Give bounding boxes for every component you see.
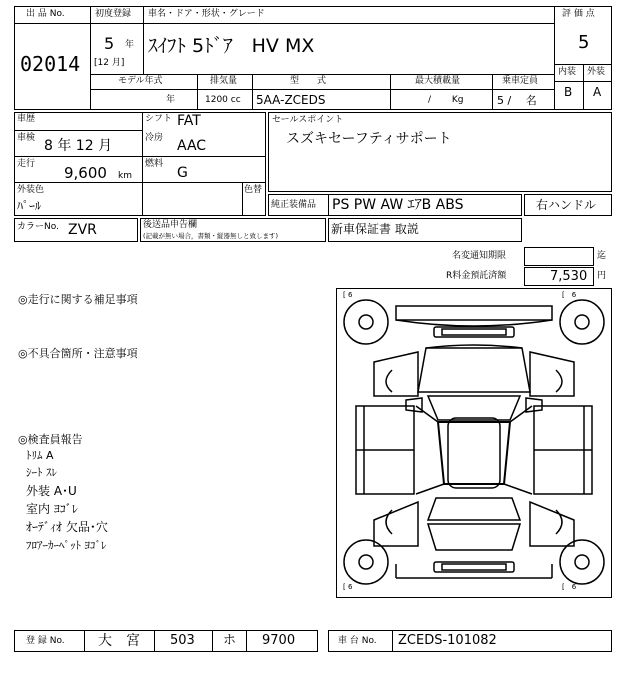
mileage-unit: km [118, 171, 132, 181]
color-no-value: ZVR [68, 222, 97, 238]
registration-number: 9700 [262, 633, 296, 648]
inspector-note: 室内 ﾖｺﾞﾚ [26, 502, 78, 516]
capacity-value: 5 / 名 [497, 94, 537, 107]
tire-front-right: [ 6 [562, 291, 577, 299]
color-no-label: カラーNo. [17, 222, 59, 232]
interior-grade: B [564, 85, 573, 99]
model-year-unit: 年 [166, 95, 176, 105]
score-label: 評 価 点 [562, 9, 595, 19]
interior-label: 内装 [558, 67, 577, 77]
exterior-grade: A [593, 85, 602, 99]
type-value: 5AA-ZCEDS [256, 93, 326, 107]
warranty-value: 新車保証書 取説 [331, 222, 419, 236]
details-left [14, 112, 266, 216]
lot-label: 出 品 No. [26, 9, 65, 19]
chassis-label: 車 台 No. [338, 636, 377, 646]
first-registration-month: [12 月] [94, 58, 125, 68]
exterior-color-value: ﾊﾟｰﾙ [17, 199, 42, 213]
tire-front-left: [ 6 [343, 291, 353, 299]
fuel-label: 燃料 [145, 159, 164, 169]
inspection-label: 車検 [17, 133, 36, 143]
first-registration-year: 5 [104, 34, 115, 53]
name-change-unit: 迄 [597, 251, 607, 261]
inspector-note: ｼｰﾄ ｽﾚ [26, 466, 57, 479]
car-name-label: 車名・ドア・形状・グレード [148, 9, 265, 19]
history-label: 車歴 [17, 114, 36, 124]
displacement-label: 排気量 [210, 76, 238, 86]
color-change-label: 色替 [244, 185, 263, 195]
fuel-value: G [177, 165, 188, 181]
steering-value: 右ハンドル [536, 198, 597, 212]
mileage-label: 走行 [17, 159, 36, 169]
driving-notes-heading: ◎走行に関する補足事項 [18, 293, 138, 306]
recycle-amount: 7,530 [550, 269, 588, 284]
type-label: 型 式 [290, 76, 327, 86]
inspection-value: 8 年 12 月 [44, 138, 113, 154]
exterior-label: 外装 [587, 67, 606, 77]
tire-rear-right: [ 6 [562, 583, 577, 591]
inspector-report-heading: ◎検査員報告 [18, 433, 83, 446]
max-load-label: 最大積載量 [415, 76, 461, 86]
registration-class: 503 [170, 633, 195, 648]
inspector-note: ｵｰﾃﾞｨｵ 欠品･穴 [26, 520, 108, 534]
first-registration-year-unit: 年 [125, 40, 135, 50]
registration-label: 登 録 No. [26, 636, 65, 646]
max-load-value: / Kg [428, 95, 464, 105]
inspector-note: ﾌﾛｱｰｶｰﾍﾟｯﾄ ﾖｺﾞﾚ [26, 539, 107, 552]
displacement-value: 1200 cc [205, 95, 241, 105]
car-diagram-drawing [336, 288, 612, 598]
name-change-label: 名変通知期限 [452, 251, 507, 261]
exterior-color-label: 外装色 [17, 185, 45, 195]
registration-area: 大 宮 [98, 633, 140, 649]
model-year-label: モデル年式 [118, 76, 163, 86]
post-docs-note: (記載が無い場合，書類・縦器無しと致します) [143, 232, 279, 240]
recycle-unit: 円 [597, 271, 607, 281]
lot-number: 02014 [20, 52, 81, 76]
recycle-label: R料金預託済額 [446, 271, 507, 281]
capacity-label: 乗車定員 [502, 76, 539, 86]
post-docs-label: 後送品申告欄 [143, 220, 198, 230]
equipment-value: PS PW AW ｴｱB ABS [332, 197, 464, 213]
inspector-note: ﾄﾘﾑ A [26, 449, 54, 462]
registration-kana: ホ [223, 633, 237, 648]
score-value: 5 [578, 32, 590, 53]
name-change-box [524, 247, 594, 266]
first-registration-label: 初度登録 [95, 9, 132, 19]
car-name: ｽｲﾌﾄ 5ﾄﾞｱ HV MX [148, 35, 315, 57]
mileage-value: 9,600 [64, 164, 107, 182]
ac-value: AAC [177, 138, 207, 154]
defects-heading: ◎不具合箇所・注意事項 [18, 347, 138, 360]
shift-label: シフト [145, 114, 173, 124]
ac-label: 冷房 [145, 133, 164, 143]
sales-point-label: セールスポイント [272, 115, 344, 125]
sales-point-value: スズキセーフティサポート [286, 131, 452, 147]
shift-value: FAT [177, 113, 201, 129]
inspector-note: 外装 A･U [26, 484, 77, 498]
equipment-label: 純正装備品 [271, 200, 317, 210]
chassis-number: ZCEDS-101082 [398, 633, 497, 648]
tire-rear-left: [ 6 [343, 583, 353, 591]
